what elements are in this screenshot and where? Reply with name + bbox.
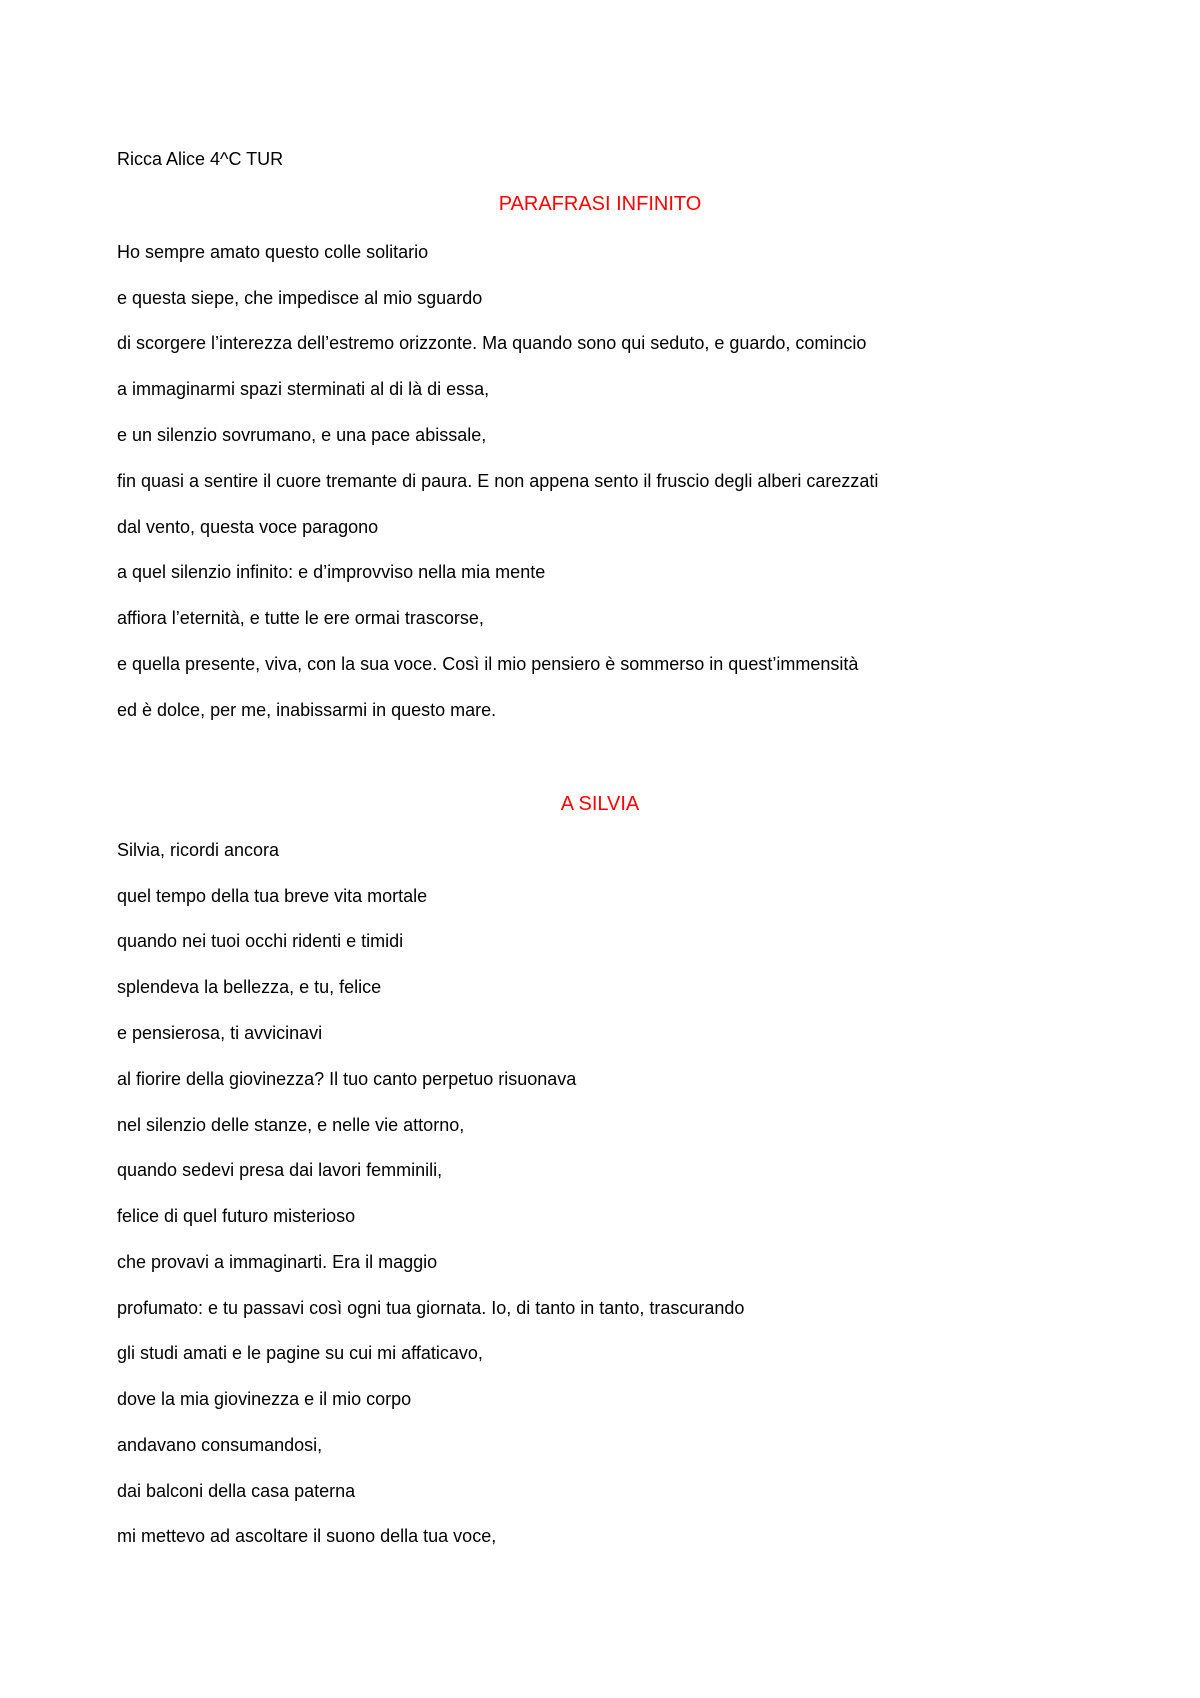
text-line: dal vento, questa voce paragono [117, 517, 379, 537]
text-line: quando sedevi presa dai lavori femminili, [117, 1160, 443, 1180]
text-line: Ho sempre amato questo colle solitario [117, 242, 429, 262]
text-line: Silvia, ricordi ancora [117, 840, 280, 860]
text-line: ed è dolce, per me, inabissarmi in questo mare. [117, 700, 497, 720]
text-line: di scorgere l’interezza dell’estremo orizzonte. Ma quando sono qui seduto, e guardo, comincio [117, 333, 867, 353]
text-line: dove la mia giovinezza e il mio corpo [117, 1389, 412, 1409]
text-line: felice di quel futuro misterioso [117, 1206, 356, 1226]
text-line: a immaginarmi spazi sterminati al di là di essa, [117, 379, 490, 399]
text-line: quel tempo della tua breve vita mortale [117, 886, 428, 906]
text-line: e pensierosa, ti avvicinavi [117, 1023, 323, 1043]
text-line: splendeva la bellezza, e tu, felice [117, 977, 382, 997]
text-line: a quel silenzio infinito: e d’improvviso nella mia mente [117, 562, 546, 582]
text-line: quando nei tuoi occhi ridenti e timidi [117, 931, 404, 951]
text-line: dai balconi della casa paterna [117, 1481, 356, 1501]
text-line: fin quasi a sentire il cuore tremante di paura. E non appena sento il fruscio degli alberi carezzati [117, 471, 879, 491]
text-line: profumato: e tu passavi così ogni tua giornata. Io, di tanto in tanto, trascurando [117, 1298, 745, 1318]
section-title-silvia: A SILVIA [560, 793, 640, 815]
text-line: e quella presente, viva, con la sua voce. Così il mio pensiero è sommerso in quest’immensità [117, 654, 859, 674]
author-line: Ricca Alice 4^C TUR [117, 149, 284, 169]
text-line: al fiorire della giovinezza? Il tuo canto perpetuo risuonava [117, 1069, 577, 1089]
text-line: affiora l’eternità, e tutte le ere ormai trascorse, [117, 608, 484, 628]
text-line: e un silenzio sovrumano, e una pace abissale, [117, 425, 487, 445]
text-line: mi mettevo ad ascoltare il suono della tua voce, [117, 1526, 497, 1546]
text-line: nel silenzio delle stanze, e nelle vie attorno, [117, 1115, 465, 1135]
text-line: e questa siepe, che impedisce al mio sguardo [117, 288, 483, 308]
text-line: andavano consumandosi, [117, 1435, 323, 1455]
text-line: che provavi a immaginarti. Era il maggio [117, 1252, 438, 1272]
text-line: gli studi amati e le pagine su cui mi affaticavo, [117, 1343, 483, 1363]
section-title-infinito: PARAFRASI INFINITO [498, 193, 702, 215]
